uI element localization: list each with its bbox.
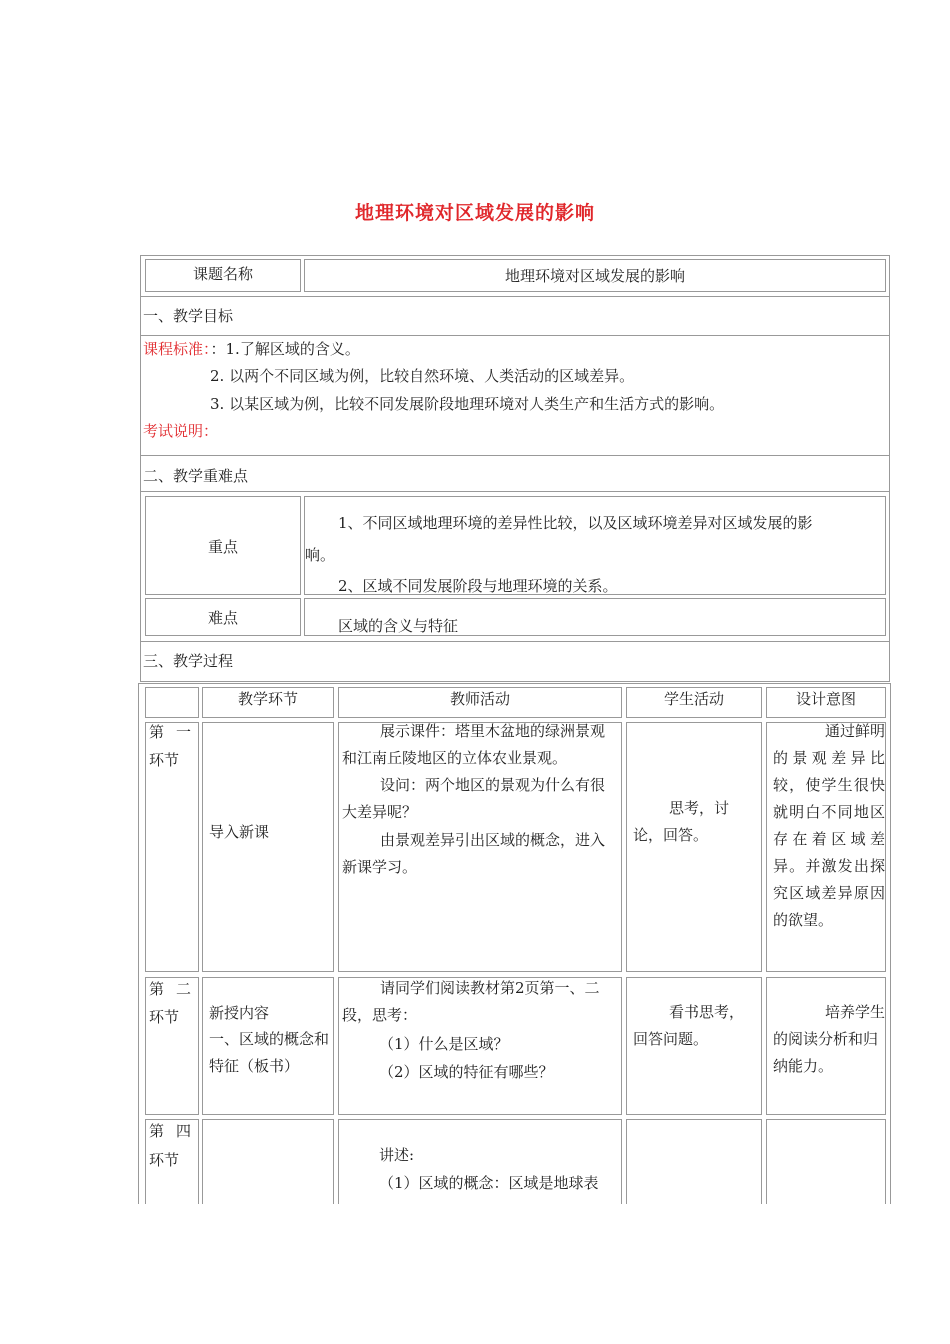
row2-intent: 培养学生的阅读分析和归纳能力。	[773, 1003, 886, 1075]
row2-teacher-1: 请同学们阅读教材第2页第一、二段，思考：	[342, 979, 600, 1024]
standard-item-1: ：1.了解区域的含义。	[210, 340, 360, 358]
key-point-line-1b: 响。	[305, 546, 336, 564]
standard-item-3: 3. 以某区域为例，比较不同发展阶段地理环境对人类生产和生活方式的影响。	[210, 395, 725, 413]
key-point-label: 重点	[207, 538, 238, 556]
row2-step-1: 新授内容	[209, 1004, 270, 1022]
row1-student: 思考，讨论，回答。	[633, 799, 730, 844]
row1-teacher-2: 设问：两个地区的景观为什么有很大差异呢？	[342, 776, 606, 821]
topic-value: 地理环境对区域发展的影响	[504, 267, 685, 285]
row1-intent: 通过鲜明的景观差异比较，使学生很快就明白不同地区存在着区域差异。并激发出探究区域差异原因的欲望。	[773, 722, 886, 929]
header-teacher: 教师活动	[449, 690, 510, 708]
row3-teacher-1: 讲述:	[379, 1146, 415, 1164]
header-stage: 教学环节	[237, 690, 298, 708]
course-standard-label: 课程标准：	[143, 340, 211, 358]
topic-label: 课题名称	[192, 265, 253, 283]
standard-item-2: 2. 以两个不同区域为例，比较自然环境、人类活动的区域差异。	[210, 367, 635, 385]
difficult-point-value: 区域的含义与特征	[338, 617, 459, 635]
section-2-heading: 二、教学重难点	[143, 467, 249, 485]
row1-step: 导入新课	[209, 823, 270, 841]
row1-stage-a: 第 一	[149, 723, 191, 741]
row3-stage-b: 环节	[149, 1151, 180, 1169]
row1-teacher-1: 展示课件：塔里木盆地的绿洲景观和江南丘陵地区的立体农业景观。	[342, 722, 606, 767]
row2-stage-b: 环节	[149, 1008, 180, 1026]
course-standard-line	[143, 339, 360, 359]
row2-teacher-3: （2）区域的特征有哪些？	[379, 1063, 554, 1081]
row2-step-2: 一、区域的概念和特征（板书）	[209, 1030, 330, 1075]
section-1-heading: 一、教学目标	[143, 307, 234, 325]
header-intent: 设计意图	[795, 690, 856, 708]
row1-teacher-3: 由景观差异引出区域的概念，进入新课学习。	[342, 831, 606, 876]
row2-teacher-2: （1）什么是区域？	[379, 1035, 509, 1053]
key-point-line-2: 2、区域不同发展阶段与地理环境的关系。	[338, 577, 618, 595]
section-3-heading: 三、教学过程	[143, 652, 234, 670]
document-title: 地理环境对区域发展的影响	[354, 202, 595, 224]
difficult-point-label: 难点	[207, 609, 238, 627]
header-student: 学生活动	[663, 690, 724, 708]
key-point-line-1: 1、不同区域地理环境的差异性比较，以及区域环境差异对区域发展的影	[338, 514, 813, 532]
row2-student: 看书思考，回答问题。	[633, 1003, 745, 1048]
row2-stage-a: 第 二	[149, 980, 191, 998]
exam-notes-label: 考试说明：	[143, 422, 219, 440]
row1-stage-b: 环节	[149, 751, 180, 769]
row3-teacher-2: （1）区域的概念：区域是地球表	[379, 1174, 599, 1192]
row3-stage-a: 第 四	[149, 1122, 191, 1140]
